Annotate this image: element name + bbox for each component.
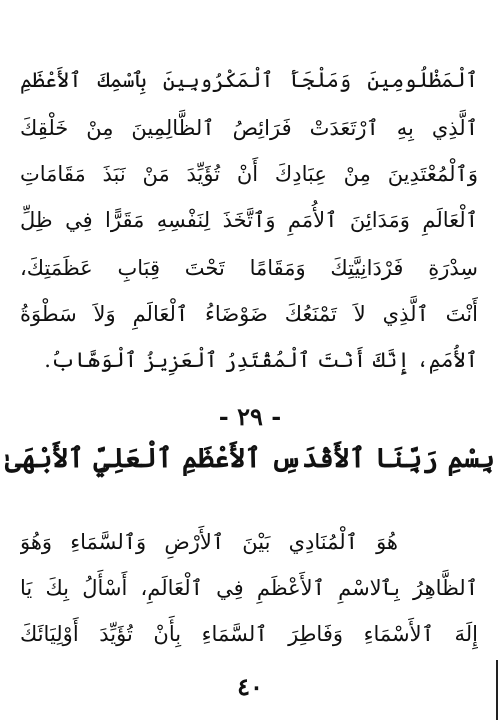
text-line: هُوَ ٱلْمُنَادِي بَيْنَ ٱلأَرْضِ وَٱلسَّمَاءِ وَهُوَ	[20, 530, 398, 554]
text-line: ٱلظَّاهِرُ بِٱلاسْمِ ٱلأَعْظَمِ فِي ٱلْعَالَمِ، أَسْأَلُ بِكَ يَا	[20, 576, 478, 600]
text-line: ٱلْعَالَمِ وَمَدَائِنَ ٱلأُمَمِ وَٱتَّخَذَ لِنَفْسِهِ مَقَرًّا فِي ظِلِّ	[20, 208, 478, 232]
text-line: ٱلأُمَمِ، إِنَّكَ أَنْتَ ٱلْمُقْتَدِرُ ٱلْعَزِيزُ ٱلْوَهَّابُ.	[44, 348, 478, 372]
text-line: وَٱلْمُعْتَدِينَ مِنْ عِبَادِكَ أَنْ تُؤَيِّدَ مَنْ نَبَذَ مَقَامَاتِ	[20, 162, 478, 186]
text-line: أَنْتَ ٱلَّذِي لاَ تَمْنَعُكَ ضَوْضَاءُ ٱلْعَالَمِ وَلاَ سَطْوَةُ	[20, 302, 478, 326]
section-number: - ٢٩ -	[218, 402, 282, 431]
text-line: سِدْرَةِ فَرْدَانِيَّتِكَ وَمَقَامًا تَحْتَ قِبَابِ عَظَمَتِكَ،	[20, 256, 478, 280]
text-line: ٱلَّذِي بِهِ ٱرْتَعَدَتْ فَرَائِصُ ٱلظَّالِمِينَ مِنْ خَلْقِكَ	[20, 116, 478, 140]
section-title: بِسْمِ رَبِّنَا ٱلأَقْدَسِ ٱلأَعْظَمِ ٱلْعَلِيِّ ٱلأَبْهَىٰ	[5, 443, 495, 474]
page-edge-shadow	[496, 660, 498, 720]
text-line: إِلَهَ ٱلأَسْمَاءِ وَفَاطِرَ ٱلسَّمَاءِ بِأَنْ تُؤَيِّدَ أَوْلِيَائَكَ	[20, 622, 478, 646]
page-number: ٤٠	[237, 672, 263, 701]
text-line: ٱلْمَظْلُومِينَ وَمَلْجَأَ ٱلْمَكْرُوبِينَ بِٱسْمِكَ ٱلأَعْظَمِ	[20, 68, 478, 92]
